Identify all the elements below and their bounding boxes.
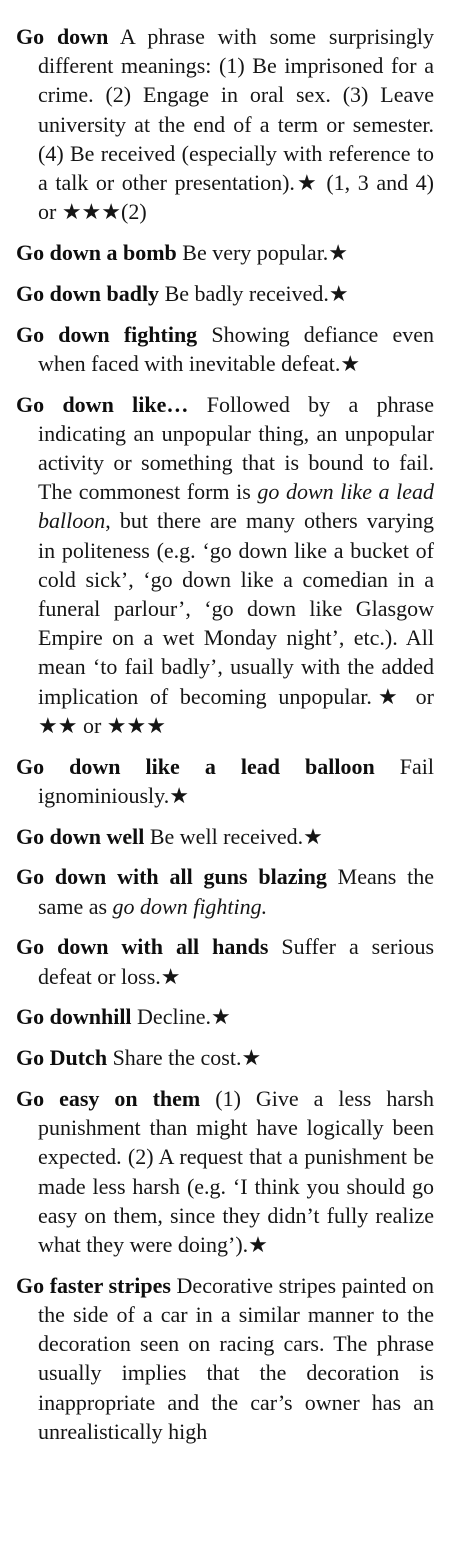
- dictionary-entry: [16, 752, 434, 810]
- entry-definition: Be badly received.★: [159, 280, 349, 306]
- entry-headword: Go downhill: [16, 1004, 132, 1030]
- entry-headword: Go Dutch: [16, 1045, 108, 1071]
- entry-definition: Be well received.★: [144, 823, 323, 849]
- entry-definition-italic: go down fighting.: [112, 893, 268, 919]
- entry-headword: Go faster stripes: [16, 1272, 171, 1298]
- entry-headword: Go down badly: [16, 280, 160, 306]
- entry-headword: Go down like…: [16, 391, 189, 417]
- entry-headword: Go down like a lead balloon: [16, 753, 375, 779]
- dictionary-entry: [16, 1002, 434, 1031]
- entry-definition: Be very popular.★: [176, 240, 349, 266]
- entry-definition: Decorative stripes painted on the side of a car in a similar manner to the decoration seen on racing cars. The phrase usually implies that the decoration is inappropriate and the car’s owner has an unrealistically high: [38, 1272, 434, 1444]
- dictionary-entry: [16, 22, 434, 226]
- dictionary-entry: [16, 320, 434, 378]
- entry-headword: Go down with all hands: [16, 934, 269, 960]
- entry-definition: Followed by a phrase indicating an unpopular thing, an unpopular activity or something that is bound to fail. The commonest form is: [38, 391, 435, 505]
- dictionary-entry: [16, 1043, 434, 1072]
- entry-definition: , but there are many others varying in politeness (e.g. ‘go down like a bucket of cold sick’, ‘go down like a comedian in a funeral parlour’, ‘go down like Glasgow Empire on a wet Monday night’, etc.). All mean ‘to fail badly’, usually with the added implication of becoming unpopular.★ or ★★ or ★★★: [38, 508, 434, 738]
- dictionary-entry: [16, 279, 434, 308]
- entry-headword: Go easy on them: [16, 1086, 201, 1112]
- dictionary-entry: [16, 238, 434, 267]
- entry-definition: Fail ignominiously.★: [38, 753, 434, 808]
- entry-headword: Go down fighting: [16, 321, 198, 347]
- dictionary-entry: [16, 390, 434, 740]
- entry-definition: Suffer a serious defeat or loss.★: [38, 934, 435, 989]
- entry-headword: Go down a bomb: [16, 240, 177, 266]
- dictionary-entry: [16, 862, 434, 920]
- dictionary-entry: [16, 1271, 434, 1446]
- dictionary-entry: [16, 1084, 434, 1259]
- entry-definition-italic: go down like a lead balloon: [38, 479, 434, 534]
- entry-headword: Go down: [16, 24, 109, 49]
- entry-definition: Share the cost.★: [107, 1045, 262, 1071]
- entry-definition: Showing defiance even when faced with inevitable defeat.★: [38, 321, 434, 376]
- entry-headword: Go down well: [16, 823, 145, 849]
- entry-definition: (1) Give a less harsh punishment than might have logically been expected. (2) A request that a punishment be made less harsh (e.g. ‘I think you should go easy on them, since they didn’t fully realize what they were doing’).★: [38, 1086, 434, 1258]
- entry-headword: Go down with all guns blazing: [16, 864, 327, 890]
- dictionary-entry: [16, 932, 434, 990]
- dictionary-entry: [16, 822, 434, 851]
- entry-definition: A phrase with some surprisingly different meanings: (1) Be imprisoned for a crime. (2) Engage in oral sex. (3) Leave university at the end of a term or semester. (4) Be received (especially with reference to a talk or other presentation).★ (1, 3 and 4) or ★★★(2): [38, 24, 434, 225]
- entry-definition: Means the same as: [38, 864, 435, 919]
- entry-definition: Decline.★: [131, 1004, 231, 1030]
